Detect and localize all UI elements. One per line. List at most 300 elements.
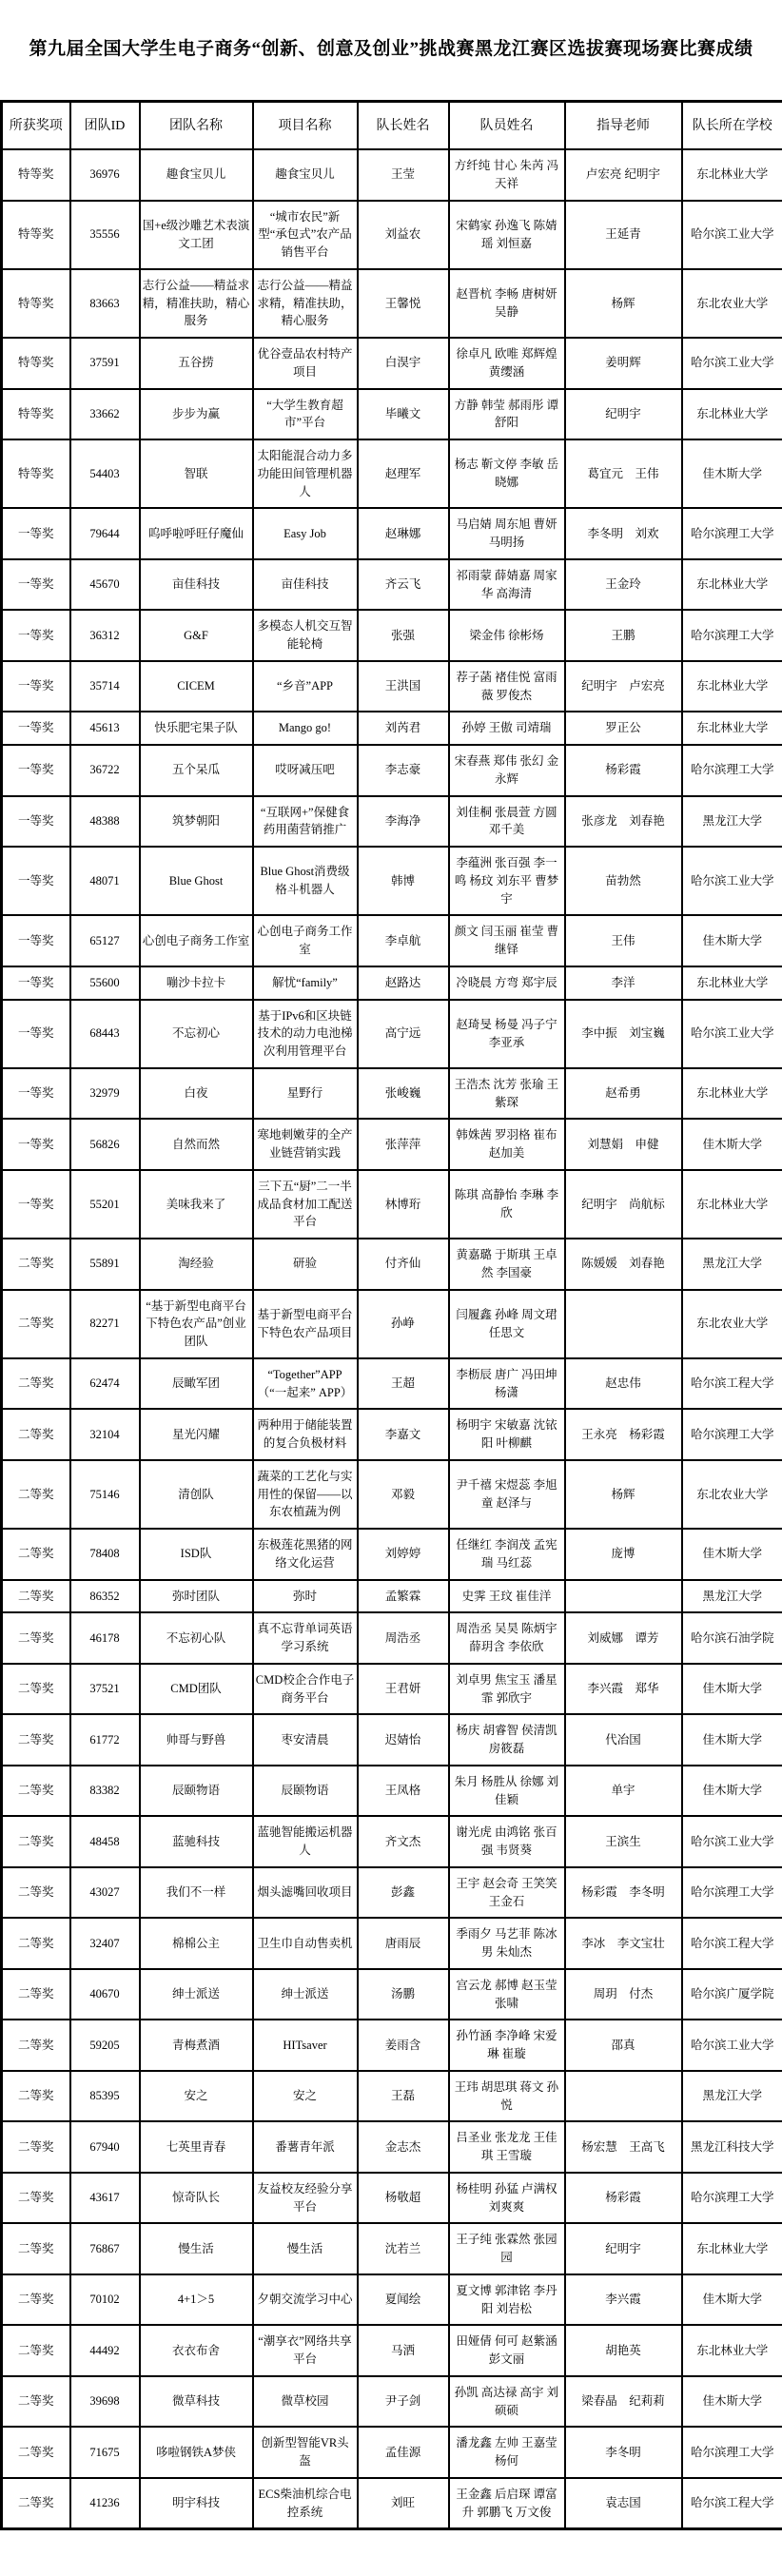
award-cell: 一等奖 [2, 508, 70, 559]
member-names-cell: 方静 韩莹 郝雨彤 谭舒阳 [449, 389, 565, 440]
leader-name-cell: 王莹 [358, 149, 449, 201]
member-names-cell: 宫云龙 郝博 赵玉莹 张啸 [449, 1969, 565, 2020]
leader-school-cell: 哈尔滨理工大学 [682, 745, 782, 796]
leader-school-cell: 东北农业大学 [682, 1460, 782, 1529]
award-cell: 二等奖 [2, 1664, 70, 1715]
advisors-cell: 邵真 [565, 2020, 682, 2071]
advisors-cell: 王鹏 [565, 610, 682, 661]
leader-name-cell: 赵理军 [358, 439, 449, 508]
leader-school-cell: 哈尔滨工程大学 [682, 1358, 782, 1410]
member-names-cell: 季雨夕 马艺菲 陈冰男 朱灿杰 [449, 1918, 565, 1969]
member-names-cell: 赵晋杭 李畅 唐树妍 吴静 [449, 269, 565, 338]
leader-school-cell: 东北林业大学 [682, 1170, 782, 1239]
advisors-cell: 李洋 [565, 966, 682, 1000]
team-name-cell: 弥时团队 [140, 1580, 253, 1613]
project-name-cell: 夕朝交流学习中心 [253, 2274, 358, 2326]
advisors-cell: 李兴霞 郑华 [565, 1664, 682, 1715]
leader-name-cell: 李志豪 [358, 745, 449, 796]
team-name-cell: 心创电子商务工作室 [140, 915, 253, 966]
table-row [2, 796, 782, 848]
advisors-cell [565, 1580, 682, 1613]
team-name-cell: 不忘初心 [140, 1000, 253, 1068]
project-name-cell: CMD校企合作电子商务平台 [253, 1664, 358, 1715]
project-name-cell: “潮享衣”网络共享平台 [253, 2325, 358, 2376]
project-name-cell: ECS柴油机综合电控系统 [253, 2478, 358, 2529]
leader-school-cell: 哈尔滨理工大学 [682, 508, 782, 559]
table-row [2, 1714, 782, 1766]
advisors-cell: 陈媛媛 刘春艳 [565, 1239, 682, 1290]
project-name-cell: 慢生活 [253, 2223, 358, 2274]
member-names-cell: 闫履鑫 孙峰 周文珺 任思文 [449, 1290, 565, 1358]
member-names-cell: 王宇 赵会奇 王笑笑 王金石 [449, 1867, 565, 1919]
column-header-member-names: 队员姓名 [449, 102, 565, 150]
team-id-cell: 32407 [70, 1918, 140, 1969]
team-id-cell: 55201 [70, 1170, 140, 1239]
award-cell: 二等奖 [2, 2020, 70, 2071]
team-name-cell: CMD团队 [140, 1664, 253, 1715]
member-names-cell: 史霁 王玟 崔佳洋 [449, 1580, 565, 1613]
project-name-cell: 太阳能混合动力多功能田间管理机器人 [253, 439, 358, 508]
award-cell: 二等奖 [2, 1580, 70, 1613]
award-cell: 二等奖 [2, 2325, 70, 2376]
table-row [2, 269, 782, 338]
project-name-cell: 蓝驰智能搬运机器人 [253, 1816, 358, 1867]
project-name-cell: 创新型智能VR头盔 [253, 2427, 358, 2478]
team-id-cell: 86352 [70, 1580, 140, 1613]
leader-name-cell: 刘旺 [358, 2478, 449, 2529]
leader-school-cell: 东北林业大学 [682, 389, 782, 440]
team-name-cell: 五个呆瓜 [140, 745, 253, 796]
leader-school-cell: 佳木斯大学 [682, 439, 782, 508]
team-name-cell: 自然而然 [140, 1119, 253, 1170]
leader-school-cell: 佳木斯大学 [682, 1664, 782, 1715]
team-name-cell: “基于新型电商平台下特色农产品”创业团队 [140, 1290, 253, 1358]
project-name-cell: “Together”APP （“一起来” APP） [253, 1358, 358, 1410]
team-name-cell: 我们不一样 [140, 1867, 253, 1919]
project-name-cell: 哎呀减压吧 [253, 745, 358, 796]
project-name-cell: 两种用于储能装置的复合负极材料 [253, 1409, 358, 1460]
leader-name-cell: 刘婷婷 [358, 1529, 449, 1580]
leader-name-cell: 邓毅 [358, 1460, 449, 1529]
leader-school-cell: 东北林业大学 [682, 712, 782, 745]
advisors-cell: 李兴霞 [565, 2274, 682, 2326]
leader-school-cell: 东北农业大学 [682, 269, 782, 338]
award-cell: 二等奖 [2, 2427, 70, 2478]
table-row [2, 1766, 782, 1817]
project-name-cell: 辰颐物语 [253, 1766, 358, 1817]
leader-school-cell: 黑龙江大学 [682, 1239, 782, 1290]
member-names-cell: 孙婷 王傲 司靖瑞 [449, 712, 565, 745]
member-names-cell: 刘卓男 焦宝玉 潘星霏 郭欣宇 [449, 1664, 565, 1715]
advisors-cell: 李冰 李文宝壮 [565, 1918, 682, 1969]
award-cell: 二等奖 [2, 2173, 70, 2224]
team-id-cell: 48388 [70, 796, 140, 848]
award-cell: 一等奖 [2, 1170, 70, 1239]
header-row [2, 102, 782, 150]
team-id-cell: 43027 [70, 1867, 140, 1919]
team-id-cell: 35714 [70, 661, 140, 712]
award-cell: 特等奖 [2, 149, 70, 201]
leader-school-cell: 佳木斯大学 [682, 1119, 782, 1170]
table-row [2, 712, 782, 745]
advisors-cell: 王伟 [565, 915, 682, 966]
table-row [2, 1290, 782, 1358]
table-row [2, 2325, 782, 2376]
team-name-cell: 青梅煮酒 [140, 2020, 253, 2071]
leader-name-cell: 王磊 [358, 2071, 449, 2122]
team-id-cell: 45670 [70, 559, 140, 611]
team-name-cell: 4+1＞5 [140, 2274, 253, 2326]
project-name-cell: Easy Job [253, 508, 358, 559]
team-name-cell: 明宇科技 [140, 2478, 253, 2529]
table-row [2, 1969, 782, 2020]
leader-school-cell: 佳木斯大学 [682, 1714, 782, 1766]
member-names-cell: 夏文博 郭津铭 李丹阳 刘岩松 [449, 2274, 565, 2326]
member-names-cell: 黄嘉璐 于斯琪 王卓然 李国豪 [449, 1239, 565, 1290]
team-name-cell: 星光闪耀 [140, 1409, 253, 1460]
leader-name-cell: 刘益农 [358, 201, 449, 269]
leader-school-cell: 东北农业大学 [682, 1290, 782, 1358]
member-names-cell: 陈琪 高静怡 李琳 李欣 [449, 1170, 565, 1239]
advisors-cell: 袁志国 [565, 2478, 682, 2529]
project-name-cell: 绅士派送 [253, 1969, 358, 2020]
award-cell: 二等奖 [2, 2274, 70, 2326]
advisors-cell: 李中振 刘宝巍 [565, 1000, 682, 1068]
award-cell: 二等奖 [2, 1239, 70, 1290]
member-names-cell: 杨明宇 宋敏嘉 沈铱阳 叶柳麒 [449, 1409, 565, 1460]
team-name-cell: 快乐肥宅果子队 [140, 712, 253, 745]
leader-name-cell: 王洪国 [358, 661, 449, 712]
team-id-cell: 55891 [70, 1239, 140, 1290]
award-cell: 特等奖 [2, 439, 70, 508]
project-name-cell: Mango go! [253, 712, 358, 745]
award-cell: 一等奖 [2, 966, 70, 1000]
leader-name-cell: 迟婧怡 [358, 1714, 449, 1766]
member-names-cell: 王金鑫 后启琛 谭富升 郭鹏飞 万文俊 [449, 2478, 565, 2529]
team-id-cell: 68443 [70, 1000, 140, 1068]
leader-name-cell: 孟繁霖 [358, 1580, 449, 1613]
team-name-cell: 衣衣布舍 [140, 2325, 253, 2376]
advisors-cell: 王金玲 [565, 559, 682, 611]
award-cell: 二等奖 [2, 2376, 70, 2428]
project-name-cell: 研验 [253, 1239, 358, 1290]
table-row [2, 1867, 782, 1919]
leader-school-cell: 黑龙江大学 [682, 2071, 782, 2122]
team-name-cell: 不忘初心队 [140, 1612, 253, 1664]
leader-name-cell: 姜雨含 [358, 2020, 449, 2071]
leader-name-cell: 马洒 [358, 2325, 449, 2376]
advisors-cell: 梁春晶 纪莉莉 [565, 2376, 682, 2428]
advisors-cell: 刘慧娟 申健 [565, 1119, 682, 1170]
award-cell: 二等奖 [2, 1529, 70, 1580]
project-name-cell: 东极莲花黑猪的网络文化运营 [253, 1529, 358, 1580]
leader-name-cell: 金志杰 [358, 2121, 449, 2173]
advisors-cell: 杨辉 [565, 1460, 682, 1529]
award-cell: 二等奖 [2, 2071, 70, 2122]
team-name-cell: 七英里青春 [140, 2121, 253, 2173]
advisors-cell: 赵希勇 [565, 1068, 682, 1120]
team-name-cell: 安之 [140, 2071, 253, 2122]
leader-name-cell: 白淏宇 [358, 338, 449, 389]
team-name-cell: 淘经验 [140, 1239, 253, 1290]
advisors-cell: 张彦龙 刘春艳 [565, 796, 682, 848]
leader-name-cell: 齐云飞 [358, 559, 449, 611]
team-name-cell: 步步为赢 [140, 389, 253, 440]
table-row [2, 610, 782, 661]
advisors-cell: 李冬明 刘欢 [565, 508, 682, 559]
team-name-cell: 五谷捞 [140, 338, 253, 389]
award-cell: 二等奖 [2, 2478, 70, 2529]
member-names-cell: 梁金伟 徐彬炀 [449, 610, 565, 661]
project-name-cell: 解忧“family” [253, 966, 358, 1000]
member-names-cell: 周浩丞 吴昊 陈炳宇 薛玥含 李依欣 [449, 1612, 565, 1664]
leader-school-cell: 东北林业大学 [682, 1068, 782, 1120]
member-names-cell: 冷晓晨 方弯 郑宇辰 [449, 966, 565, 1000]
team-id-cell: 65127 [70, 915, 140, 966]
leader-name-cell: 李嘉文 [358, 1409, 449, 1460]
team-id-cell: 36722 [70, 745, 140, 796]
column-header-advisors: 指导老师 [565, 102, 682, 150]
member-names-cell: 田娅倩 何可 赵紫涵 彭文丽 [449, 2325, 565, 2376]
advisors-cell: 王滨生 [565, 1816, 682, 1867]
award-cell: 二等奖 [2, 1714, 70, 1766]
team-id-cell: 54403 [70, 439, 140, 508]
table-row [2, 2223, 782, 2274]
table-row [2, 439, 782, 508]
award-cell: 二等奖 [2, 1867, 70, 1919]
award-cell: 一等奖 [2, 796, 70, 848]
member-names-cell: 任继红 李润茂 孟宪瑞 马红蕊 [449, 1529, 565, 1580]
project-name-cell: 弥时 [253, 1580, 358, 1613]
award-cell: 一等奖 [2, 610, 70, 661]
table-row [2, 2478, 782, 2529]
project-name-cell: 微草校园 [253, 2376, 358, 2428]
leader-name-cell: 周浩丞 [358, 1612, 449, 1664]
team-name-cell: Blue Ghost [140, 847, 253, 915]
leader-school-cell: 哈尔滨工业大学 [682, 1816, 782, 1867]
project-name-cell: 亩佳科技 [253, 559, 358, 611]
table-row [2, 389, 782, 440]
project-name-cell: HITsaver [253, 2020, 358, 2071]
table-row [2, 1358, 782, 1410]
leader-name-cell: 毕曦文 [358, 389, 449, 440]
advisors-cell [565, 2071, 682, 2122]
member-names-cell: 吕圣业 张龙龙 王佳琪 王雪璇 [449, 2121, 565, 2173]
team-name-cell: 清创队 [140, 1460, 253, 1529]
member-names-cell: 朱月 杨胜从 徐娜 刘佳颖 [449, 1766, 565, 1817]
leader-school-cell: 黑龙江大学 [682, 796, 782, 848]
member-names-cell: 杨庆 胡睿智 侯清凯 房筱磊 [449, 1714, 565, 1766]
table-row [2, 915, 782, 966]
leader-school-cell: 东北林业大学 [682, 2325, 782, 2376]
project-name-cell: 番薯青年派 [253, 2121, 358, 2173]
advisors-cell: 刘威娜 谭芳 [565, 1612, 682, 1664]
leader-name-cell: 沈若兰 [358, 2223, 449, 2274]
team-id-cell: 78408 [70, 1529, 140, 1580]
member-names-cell: 谢光虎 由鸿铭 张百强 韦贤葵 [449, 1816, 565, 1867]
member-names-cell: 徐卓凡 欧唯 郑辉煌 黄缨涵 [449, 338, 565, 389]
member-names-cell: 王玮 胡思琪 蒋文 孙悦 [449, 2071, 565, 2122]
advisors-cell: 姜明辉 [565, 338, 682, 389]
page-title: 第九届全国大学生电子商务“创新、创意及创业”挑战赛黑龙江赛区选拔赛现场赛比赛成绩 [29, 39, 753, 59]
project-name-cell: “城市农民”新型“承包式”农产品销售平台 [253, 201, 358, 269]
table-row [2, 2020, 782, 2071]
advisors-cell: 单宇 [565, 1766, 682, 1817]
table-row [2, 2173, 782, 2224]
table-row [2, 2121, 782, 2173]
team-name-cell: 嘣沙卡拉卡 [140, 966, 253, 1000]
member-names-cell: 王浩杰 沈芳 张瑜 王紫琛 [449, 1068, 565, 1120]
team-id-cell: 40670 [70, 1969, 140, 2020]
project-name-cell: 寒地刺嫩芽的全产业链营销实践 [253, 1119, 358, 1170]
table-row [2, 1612, 782, 1664]
project-name-cell: “互联网+”保健食药用菌营销推广 [253, 796, 358, 848]
leader-name-cell: 付齐仙 [358, 1239, 449, 1290]
award-cell: 二等奖 [2, 1918, 70, 1969]
table-body [2, 149, 782, 2529]
leader-name-cell: 林博珩 [358, 1170, 449, 1239]
leader-school-cell: 哈尔滨工业大学 [682, 201, 782, 269]
project-name-cell: 枣安清晨 [253, 1714, 358, 1766]
leader-school-cell: 东北林业大学 [682, 966, 782, 1000]
award-cell: 一等奖 [2, 1119, 70, 1170]
member-names-cell: 尹千禧 宋煜蕊 李旭童 赵泽与 [449, 1460, 565, 1529]
table-row [2, 661, 782, 712]
award-cell: 特等奖 [2, 201, 70, 269]
member-names-cell: 宋鹤家 孙逸飞 陈婧瑶 刘恒嘉 [449, 201, 565, 269]
leader-name-cell: 刘芮君 [358, 712, 449, 745]
project-name-cell: 优谷壹品农村特产项目 [253, 338, 358, 389]
advisors-cell: 胡艳英 [565, 2325, 682, 2376]
table-row [2, 508, 782, 559]
advisors-cell: 王永亮 杨彩霞 [565, 1409, 682, 1460]
team-name-cell: 趣食宝贝儿 [140, 149, 253, 201]
member-names-cell: 孙凯 高达禄 高宇 刘硕硕 [449, 2376, 565, 2428]
award-cell: 一等奖 [2, 1068, 70, 1120]
team-name-cell: 国+e级沙雕艺术表演文工团 [140, 201, 253, 269]
team-id-cell: 39698 [70, 2376, 140, 2428]
team-name-cell: 辰瞰军团 [140, 1358, 253, 1410]
project-name-cell: 安之 [253, 2071, 358, 2122]
award-cell: 一等奖 [2, 1000, 70, 1068]
table-row [2, 1119, 782, 1170]
team-id-cell: 62474 [70, 1358, 140, 1410]
member-names-cell: 潘龙鑫 左帅 王嘉莹 杨何 [449, 2427, 565, 2478]
project-name-cell: 星野行 [253, 1068, 358, 1120]
project-name-cell: 真不忘背单词英语学习系统 [253, 1612, 358, 1664]
project-name-cell: 志行公益——精益求精，精准扶助，精心服务 [253, 269, 358, 338]
leader-school-cell: 佳木斯大学 [682, 915, 782, 966]
team-name-cell: 白夜 [140, 1068, 253, 1120]
award-cell: 二等奖 [2, 1816, 70, 1867]
project-name-cell: Blue Ghost消费级格斗机器人 [253, 847, 358, 915]
column-header-leader-school: 队长所在学校 [682, 102, 782, 150]
leader-name-cell: 孙峥 [358, 1290, 449, 1358]
team-name-cell: 智联 [140, 439, 253, 508]
team-name-cell: 微草科技 [140, 2376, 253, 2428]
leader-school-cell: 哈尔滨理工大学 [682, 2173, 782, 2224]
award-cell: 特等奖 [2, 338, 70, 389]
leader-name-cell: 夏闻绘 [358, 2274, 449, 2326]
award-cell: 一等奖 [2, 712, 70, 745]
award-cell: 二等奖 [2, 1290, 70, 1358]
column-header-leader-name: 队长姓名 [358, 102, 449, 150]
leader-name-cell: 张萍萍 [358, 1119, 449, 1170]
team-name-cell: 美味我来了 [140, 1170, 253, 1239]
team-id-cell: 45613 [70, 712, 140, 745]
award-cell: 二等奖 [2, 2121, 70, 2173]
award-cell: 特等奖 [2, 269, 70, 338]
project-name-cell: 基于IPv6和区块链技术的动力电池梯次利用管理平台 [253, 1000, 358, 1068]
member-names-cell: 颜文 闫玉丽 崔莹 曹继铎 [449, 915, 565, 966]
leader-school-cell: 东北林业大学 [682, 559, 782, 611]
member-names-cell: 方纤纯 甘心 朱芮 冯天祥 [449, 149, 565, 201]
project-name-cell: 烟头滤嘴回收项目 [253, 1867, 358, 1919]
table-row [2, 2274, 782, 2326]
member-names-cell: 孙竹涵 李净峰 宋爱琳 崔璇 [449, 2020, 565, 2071]
team-id-cell: 56826 [70, 1119, 140, 1170]
award-cell: 一等奖 [2, 559, 70, 611]
table-row [2, 1239, 782, 1290]
team-id-cell: 67940 [70, 2121, 140, 2173]
table-row [2, 1664, 782, 1715]
award-cell: 二等奖 [2, 1969, 70, 2020]
team-id-cell: 32979 [70, 1068, 140, 1120]
leader-school-cell: 黑龙江大学 [682, 1580, 782, 1613]
column-header-team-id: 团队ID [70, 102, 140, 150]
team-name-cell: ISD队 [140, 1529, 253, 1580]
leader-school-cell: 东北林业大学 [682, 149, 782, 201]
team-id-cell: 75146 [70, 1460, 140, 1529]
table-row [2, 1529, 782, 1580]
advisors-cell: 纪明宇 尚航标 [565, 1170, 682, 1239]
table-row [2, 847, 782, 915]
leader-name-cell: 王君妍 [358, 1664, 449, 1715]
table-row [2, 745, 782, 796]
award-cell: 二等奖 [2, 1460, 70, 1529]
leader-school-cell: 哈尔滨广厦学院 [682, 1969, 782, 2020]
leader-name-cell: 尹子剑 [358, 2376, 449, 2428]
project-name-cell: “乡音”APP [253, 661, 358, 712]
team-id-cell: 83382 [70, 1766, 140, 1817]
award-cell: 二等奖 [2, 1358, 70, 1410]
member-names-cell: 李蕴洲 张百强 李一鸣 杨玟 刘东平 曹梦宇 [449, 847, 565, 915]
team-id-cell: 46178 [70, 1612, 140, 1664]
team-id-cell: 43617 [70, 2173, 140, 2224]
table-row [2, 1460, 782, 1529]
advisors-cell: 卢宏亮 纪明宇 [565, 149, 682, 201]
table-row [2, 201, 782, 269]
leader-school-cell: 哈尔滨工业大学 [682, 338, 782, 389]
leader-school-cell: 哈尔滨石油学院 [682, 1612, 782, 1664]
team-id-cell: 41236 [70, 2478, 140, 2529]
team-name-cell: CICEM [140, 661, 253, 712]
team-name-cell: 蓝驰科技 [140, 1816, 253, 1867]
member-names-cell: 王子纯 张霖然 张园园 [449, 2223, 565, 2274]
team-id-cell: 48458 [70, 1816, 140, 1867]
advisors-cell: 纪明宇 卢宏亮 [565, 661, 682, 712]
team-name-cell: 棉棉公主 [140, 1918, 253, 1969]
team-id-cell: 70102 [70, 2274, 140, 2326]
team-name-cell: 志行公益——精益求精，精准扶助，精心服务 [140, 269, 253, 338]
leader-name-cell: 赵路达 [358, 966, 449, 1000]
leader-school-cell: 哈尔滨理工大学 [682, 610, 782, 661]
project-name-cell: 友益校友经验分享平台 [253, 2173, 358, 2224]
column-header-project-name: 项目名称 [253, 102, 358, 150]
table-row [2, 2427, 782, 2478]
advisors-cell: 杨彩霞 [565, 745, 682, 796]
leader-name-cell: 汤鹏 [358, 1969, 449, 2020]
